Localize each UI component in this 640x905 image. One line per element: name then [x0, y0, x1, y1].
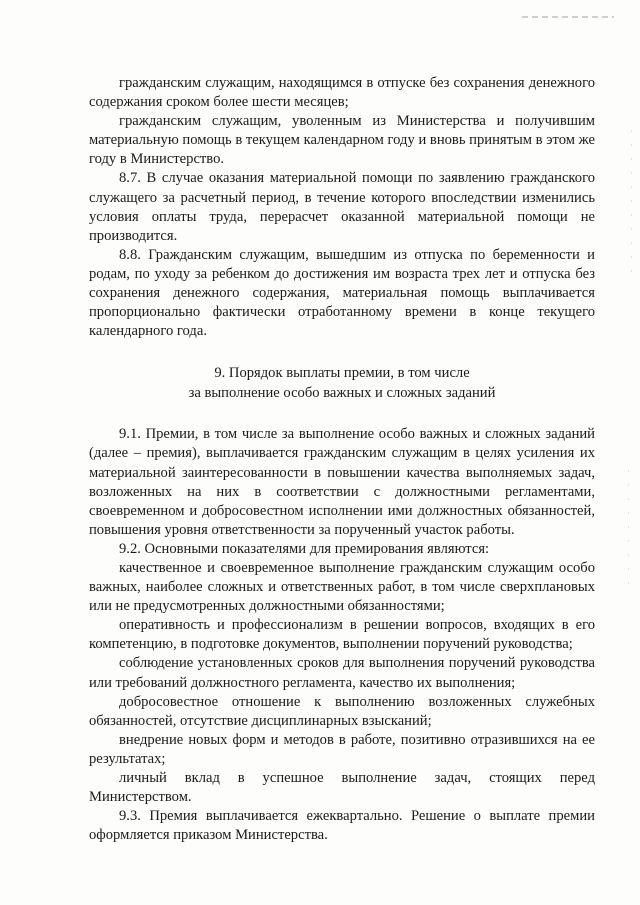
- document-body: [89, 74, 595, 845]
- list-item: качественное и своевременное выполнение гражданским служащим особо важных, наиболее сложных и ответственных работ, в том числе сверхплановых или не предусмотренных должностными обязанностями;: [89, 559, 595, 615]
- paragraph: 9.3. Премия выплачивается ежеквартально. Решение о выплате премии оформляется приказом Министерства.: [89, 808, 595, 844]
- list-item: соблюдение установленных сроков для выполнения поручений руководства или требований должностного регламента, качество их выполнения;: [89, 655, 595, 691]
- paragraph: 8.7. В случае оказания материальной помощи по заявлению гражданского служащего за расчетный период, в течение которого впоследствии изменились условия оплаты труда, перерасчет оказанной материальной помощи не производится.: [89, 170, 595, 244]
- section-heading-line: 9. Порядок выплаты премии, в том числе: [214, 365, 470, 382]
- scan-edge-noise: [628, 470, 629, 590]
- paragraph: гражданским служащим, уволенным из Министерства и получившим материальную помощь в текущем календарном году и вновь принятым в этом же году в Министерство.: [89, 113, 595, 168]
- list-item: добросовестное отношение к выполнению возложенных служебных обязанностей, отсутствие дисциплинарных взысканий;: [89, 693, 595, 729]
- scan-artifact: [522, 16, 614, 18]
- list-item: личный вклад в успешное выполнение задач, стоящих перед Министерством.: [89, 770, 595, 806]
- list-item: внедрение новых форм и методов в работе, позитивно отразившихся на ее результатах;: [89, 731, 595, 767]
- paragraph: 9.2. Основными показателями для премирования являются:: [119, 540, 490, 557]
- paragraph: 8.8. Гражданским служащим, вышедшим из отпуска по беременности и родам, по уходу за ребенком до достижения им возраста трех лет и отпуска без сохранения денежного содержания, материальная помощь выплачивается пропорционально фактически отработанному времени в конце текущего календарного года.: [89, 246, 595, 340]
- list-item: оперативность и профессионализм в решении вопросов, входящих в его компетенцию, в подготовке документов, выполнении поручений руководства;: [89, 617, 595, 653]
- paragraph: 9.1. Премии, в том числе за выполнение особо важных и сложных заданий (далее – премия), выплачивается гражданским служащим в целях усиления их материальной заинтересованности в повышении качества выполняемых задач, возложенных на них в соответствии с должностными регламентами, своевременном и добросовестном исполнении ими должностных обязанностей, повышения уровня ответственности за порученный участок работы.: [89, 426, 595, 538]
- paragraph: гражданским служащим, находящимся в отпуске без сохранения денежного содержания сроком более шести месяцев;: [89, 75, 595, 111]
- scan-edge-noise: [631, 130, 632, 280]
- section-heading-line: за выполнение особо важных и сложных заданий: [188, 385, 496, 402]
- section-heading: [89, 363, 595, 403]
